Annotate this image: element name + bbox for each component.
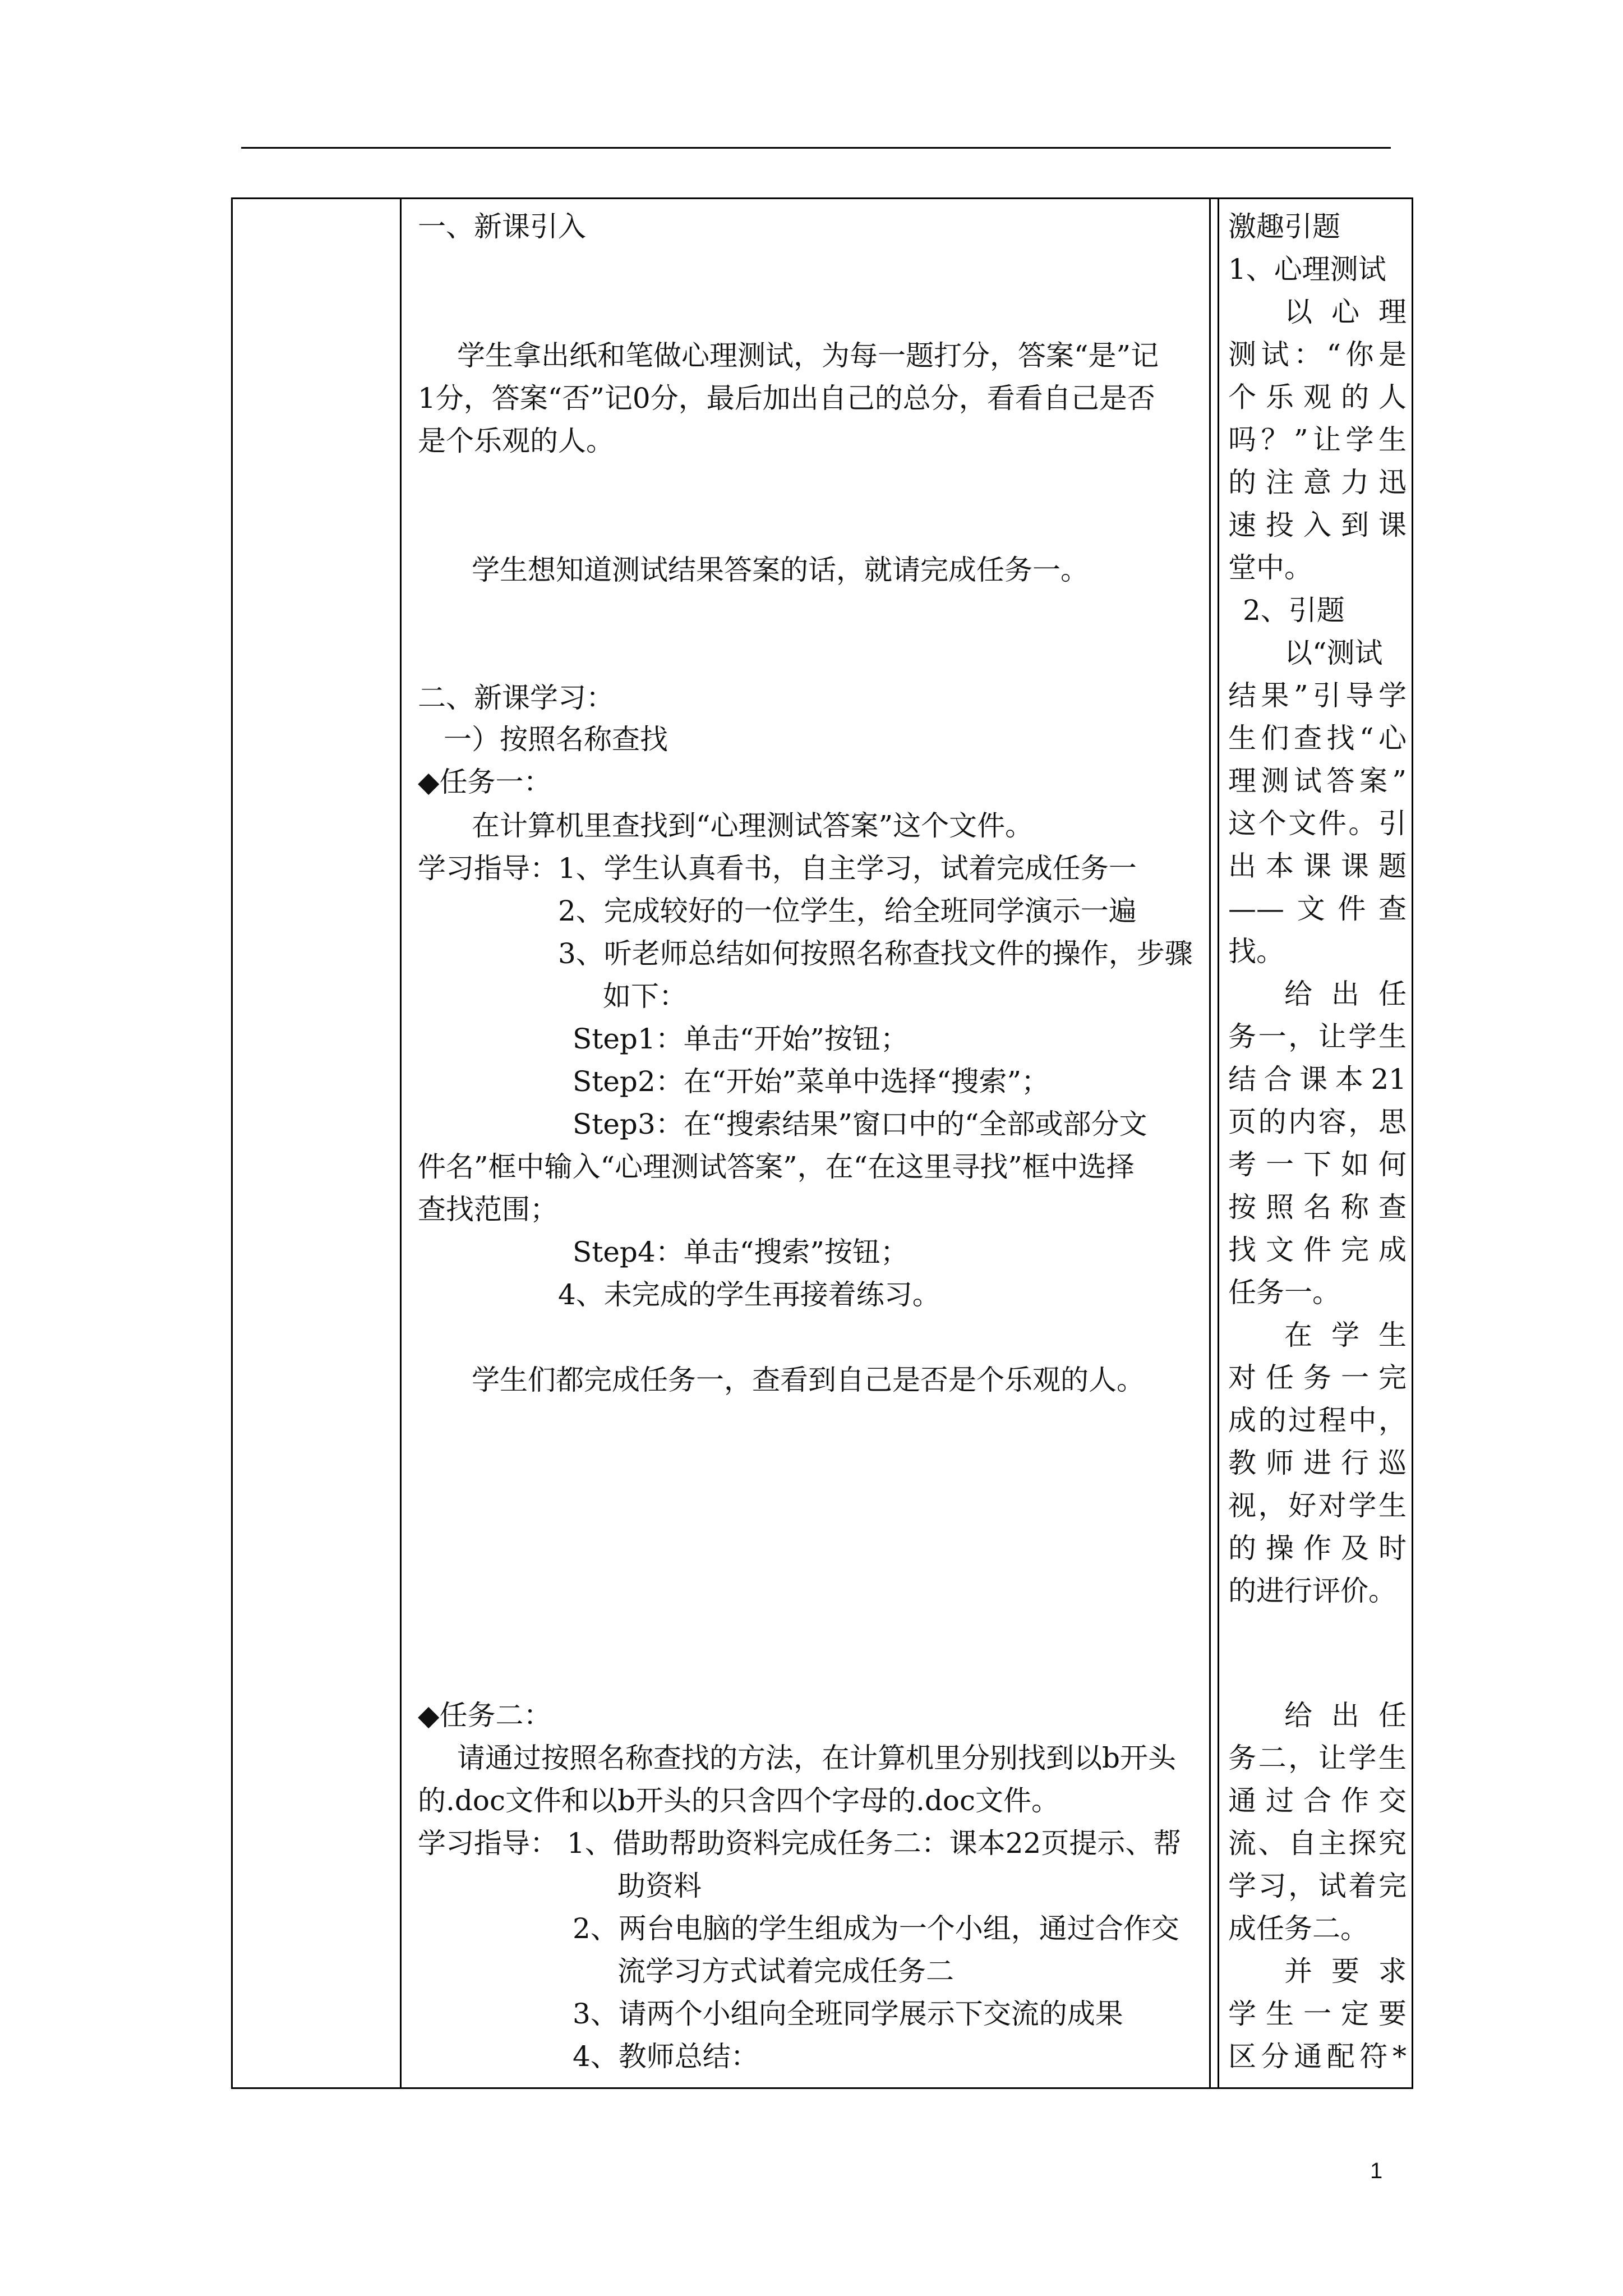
side-line: 学习，试着完 (1228, 1870, 1407, 1902)
side-line: 流、自主探究 (1228, 1827, 1407, 1860)
side-line: 找文件完成 (1228, 1234, 1407, 1266)
step-line: Step3：在“搜索结果”窗口中的“全部或部分文 (573, 1108, 1147, 1140)
side-line: 务二，让学生 (1228, 1742, 1407, 1774)
column-divider (400, 199, 402, 2087)
guidance-line: 2、两台电脑的学生组成为一个小组，通过合作交 (573, 1912, 1179, 1945)
section-heading: 二、新课学习： (418, 682, 614, 714)
side-line: 理测试答案” (1228, 765, 1407, 797)
side-line: 成的过程中， (1228, 1404, 1407, 1437)
side-line: 个乐观的人 (1228, 381, 1407, 413)
guidance-line: 流学习方式试着完成任务二 (617, 1955, 954, 1987)
side-line: 教师进行巡 (1228, 1447, 1407, 1479)
side-line: 生们查找“心 (1228, 722, 1407, 754)
side-line: 1、心理测试 (1228, 253, 1386, 286)
side-line: 找。 (1228, 935, 1284, 968)
side-line: 以“测试 (1284, 637, 1383, 669)
side-line: 并要求 (1284, 1955, 1407, 1987)
side-line: 给出任 (1284, 1699, 1407, 1732)
side-line: 区分通配符* (1228, 2040, 1407, 2073)
section-heading: 一、新课引入 (418, 210, 586, 243)
body-line: 的.doc文件和以b开头的只含四个字母的.doc文件。 (418, 1784, 1060, 1817)
body-line: 学生们都完成任务一，查看到自己是否是个乐观的人。 (472, 1364, 1145, 1396)
side-line: 在学生 (1284, 1319, 1407, 1351)
side-line: 堂中。 (1228, 551, 1312, 584)
side-line: 速投入到课 (1228, 509, 1407, 541)
side-line: 测试：“你是 (1228, 338, 1407, 371)
page-number: 1 (1370, 2159, 1383, 2183)
side-line: 的操作及时 (1228, 1532, 1407, 1565)
column-divider (1218, 199, 1219, 2087)
body-line: 请通过按照名称查找的方法，在计算机里分别找到以b开头 (457, 1742, 1177, 1774)
side-line: 学生一定要 (1228, 1998, 1407, 2030)
guidance-line: 4、未完成的学生再接着练习。 (558, 1278, 940, 1311)
lesson-table (231, 197, 1413, 2089)
side-line: 出本课课题 (1228, 850, 1407, 882)
body-line: 是个乐观的人。 (418, 425, 614, 457)
side-line: 的进行评价。 (1228, 1575, 1396, 1607)
side-line: 的注意力迅 (1228, 466, 1407, 499)
step-line: Step2：在“开始”菜单中选择“搜索”； (573, 1065, 1049, 1098)
subsection-heading: 一）按照名称查找 (444, 723, 668, 756)
body-line: 1分，答案“否”记0分，最后加出自己的总分，看看自己是否 (418, 382, 1155, 415)
side-line: 以心理 (1284, 296, 1407, 328)
guidance-line: 3、请两个小组向全班同学展示下交流的成果 (573, 1998, 1123, 2030)
side-line: 考一下如何 (1228, 1148, 1407, 1181)
header-rule (241, 147, 1391, 149)
guidance-line: 如下： (603, 980, 687, 1013)
side-line: 通过合作交 (1228, 1784, 1407, 1817)
step-line: 件名”框中输入“心理测试答案”，在“在这里寻找”框中选择 (418, 1151, 1135, 1183)
side-line: 吗？”让学生 (1228, 424, 1407, 456)
guidance-line: 4、教师总结： (573, 2040, 759, 2073)
side-line: 视，好对学生 (1228, 1489, 1407, 1522)
side-line: 结果”引导学 (1228, 679, 1407, 712)
body-line: 在计算机里查找到“心理测试答案”这个文件。 (472, 809, 1034, 842)
side-line: 按照名称查 (1228, 1191, 1407, 1223)
side-heading: 激趣引题 (1228, 210, 1340, 243)
guidance-line: 学习指导： 1、借助帮助资料完成任务二：课本22页提示、帮 (418, 1827, 1182, 1860)
side-line: 这个文件。引 (1228, 807, 1407, 840)
body-line: 学生拿出纸和笔做心理测试，为每一题打分，答案“是”记 (457, 339, 1159, 372)
step-line: 查找范围； (418, 1193, 558, 1226)
side-line: 务一，让学生 (1228, 1020, 1407, 1053)
side-line: ——文件查 (1228, 892, 1407, 925)
task-heading: ◆任务一： (418, 766, 552, 798)
step-line: Step4：单击“搜索”按钮； (573, 1236, 909, 1268)
side-line: 给出任 (1284, 978, 1407, 1010)
guidance-line: 3、听老师总结如何按照名称查找文件的操作，步骤 (558, 937, 1193, 970)
guidance-line: 2、完成较好的一位学生，给全班同学演示一遍 (558, 895, 1137, 927)
side-line: 结合课本21 (1228, 1063, 1407, 1096)
side-line: 对任务一完 (1228, 1361, 1407, 1394)
step-line: Step1：单击“开始”按钮； (573, 1023, 909, 1055)
task-heading: ◆任务二： (418, 1699, 552, 1732)
side-line: 任务一。 (1228, 1276, 1340, 1309)
guidance-line: 助资料 (617, 1870, 702, 1902)
side-line: 页的内容，思 (1228, 1106, 1407, 1138)
guidance-line: 学习指导：1、学生认真看书，自主学习，试着完成任务一 (418, 852, 1137, 885)
side-line: 成任务二。 (1228, 1912, 1368, 1945)
column-divider (1209, 199, 1211, 2087)
body-line: 学生想知道测试结果答案的话，就请完成任务一。 (472, 554, 1089, 586)
side-heading: 2、引题 (1243, 594, 1345, 627)
